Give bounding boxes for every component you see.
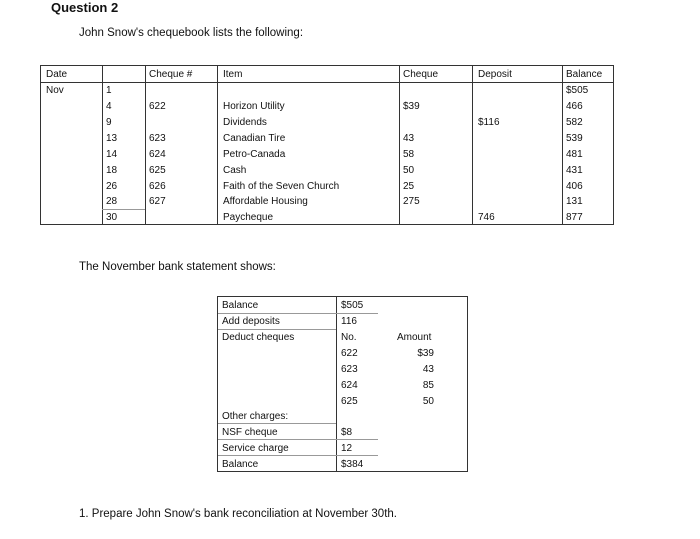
header-item: Item <box>223 69 243 80</box>
row-cheque-no: 625 <box>149 165 166 176</box>
row-balance: 131 <box>566 196 583 207</box>
month-label: Nov <box>46 85 64 96</box>
cheque-amount: 85 <box>422 380 434 391</box>
header-date: Date <box>46 69 68 80</box>
cheque-amount: 43 <box>422 364 434 375</box>
row-balance: 539 <box>566 133 583 144</box>
row-item: Affordable Housing <box>223 196 308 207</box>
row-item: Horizon Utility <box>223 101 285 112</box>
row-balance: 582 <box>566 117 583 128</box>
row-day: 13 <box>106 133 118 144</box>
row-day: 1 <box>106 85 112 96</box>
row-balance: 466 <box>566 101 583 112</box>
service-charge-value: 12 <box>341 443 353 454</box>
row-balance: 431 <box>566 165 583 176</box>
row-deposit: 746 <box>478 212 495 223</box>
row-cheque: 50 <box>403 165 415 176</box>
add-deposits-label: Add deposits <box>222 316 280 327</box>
deduct-cheques-label: Deduct cheques <box>222 332 295 343</box>
cheque-no: 623 <box>341 364 358 375</box>
row-cheque-no: 626 <box>149 181 166 192</box>
row-day: 4 <box>106 101 112 112</box>
row-balance: 481 <box>566 149 583 160</box>
row-item: Petro-Canada <box>223 149 286 160</box>
row-balance: 406 <box>566 181 583 192</box>
row-day: 26 <box>106 181 118 192</box>
header-cheque-no: Cheque # <box>149 69 193 80</box>
intro-text: John Snow's chequebook lists the following: <box>79 27 304 39</box>
other-charges-label: Other charges: <box>222 411 289 422</box>
bank-intro-text: The November bank statement shows: <box>79 261 276 273</box>
row-item: Paycheque <box>223 212 274 223</box>
row-cheque-no: 624 <box>149 149 166 160</box>
cheque-no: 622 <box>341 348 358 359</box>
final-balance-value: $384 <box>341 459 364 470</box>
row-cheque-no: 623 <box>149 133 166 144</box>
row-day: 14 <box>106 149 118 160</box>
header-deposit: Deposit <box>478 69 512 80</box>
bank-balance-value: $505 <box>341 300 364 311</box>
row-deposit: $116 <box>478 117 500 128</box>
add-deposits-value: 116 <box>341 316 357 327</box>
header-balance: Balance <box>566 69 603 80</box>
row-day: 30 <box>106 212 118 223</box>
nsf-value: $8 <box>341 427 353 438</box>
row-balance: 877 <box>566 212 583 223</box>
cheque-no-header: No. <box>341 332 357 343</box>
bank-statement-table <box>217 296 468 472</box>
row-day: 28 <box>106 196 118 207</box>
chequebook-table <box>40 65 614 225</box>
row-cheque: 43 <box>403 133 415 144</box>
row-day: 18 <box>106 165 118 176</box>
row-cheque-no: 622 <box>149 101 166 112</box>
row-cheque: 25 <box>403 181 415 192</box>
row-item: Canadian Tire <box>223 133 286 144</box>
row-item: Dividends <box>223 117 267 128</box>
row-cheque: 58 <box>403 149 415 160</box>
cheque-no: 624 <box>341 380 358 391</box>
cheque-no: 625 <box>341 396 358 407</box>
header-cheque: Cheque <box>403 69 439 80</box>
nsf-label: NSF cheque <box>222 427 278 438</box>
row-balance: $505 <box>566 85 589 96</box>
cheque-amount: $39 <box>417 348 434 359</box>
service-charge-label: Service charge <box>222 443 289 454</box>
row-cheque: 275 <box>403 196 420 207</box>
row-cheque-no: 627 <box>149 196 166 207</box>
row-item: Faith of the Seven Church <box>223 181 340 192</box>
row-day: 9 <box>106 117 112 128</box>
amount-header: Amount <box>397 332 432 343</box>
bank-balance-label: Balance <box>222 300 259 311</box>
task-text: 1. Prepare John Snow's bank reconciliation at November 30th. <box>79 508 397 520</box>
question-title: Question 2 <box>51 0 119 15</box>
cheque-amount: 50 <box>422 396 434 407</box>
final-balance-label: Balance <box>222 459 259 470</box>
row-item: Cash <box>223 165 247 176</box>
row-cheque: $39 <box>403 101 420 112</box>
